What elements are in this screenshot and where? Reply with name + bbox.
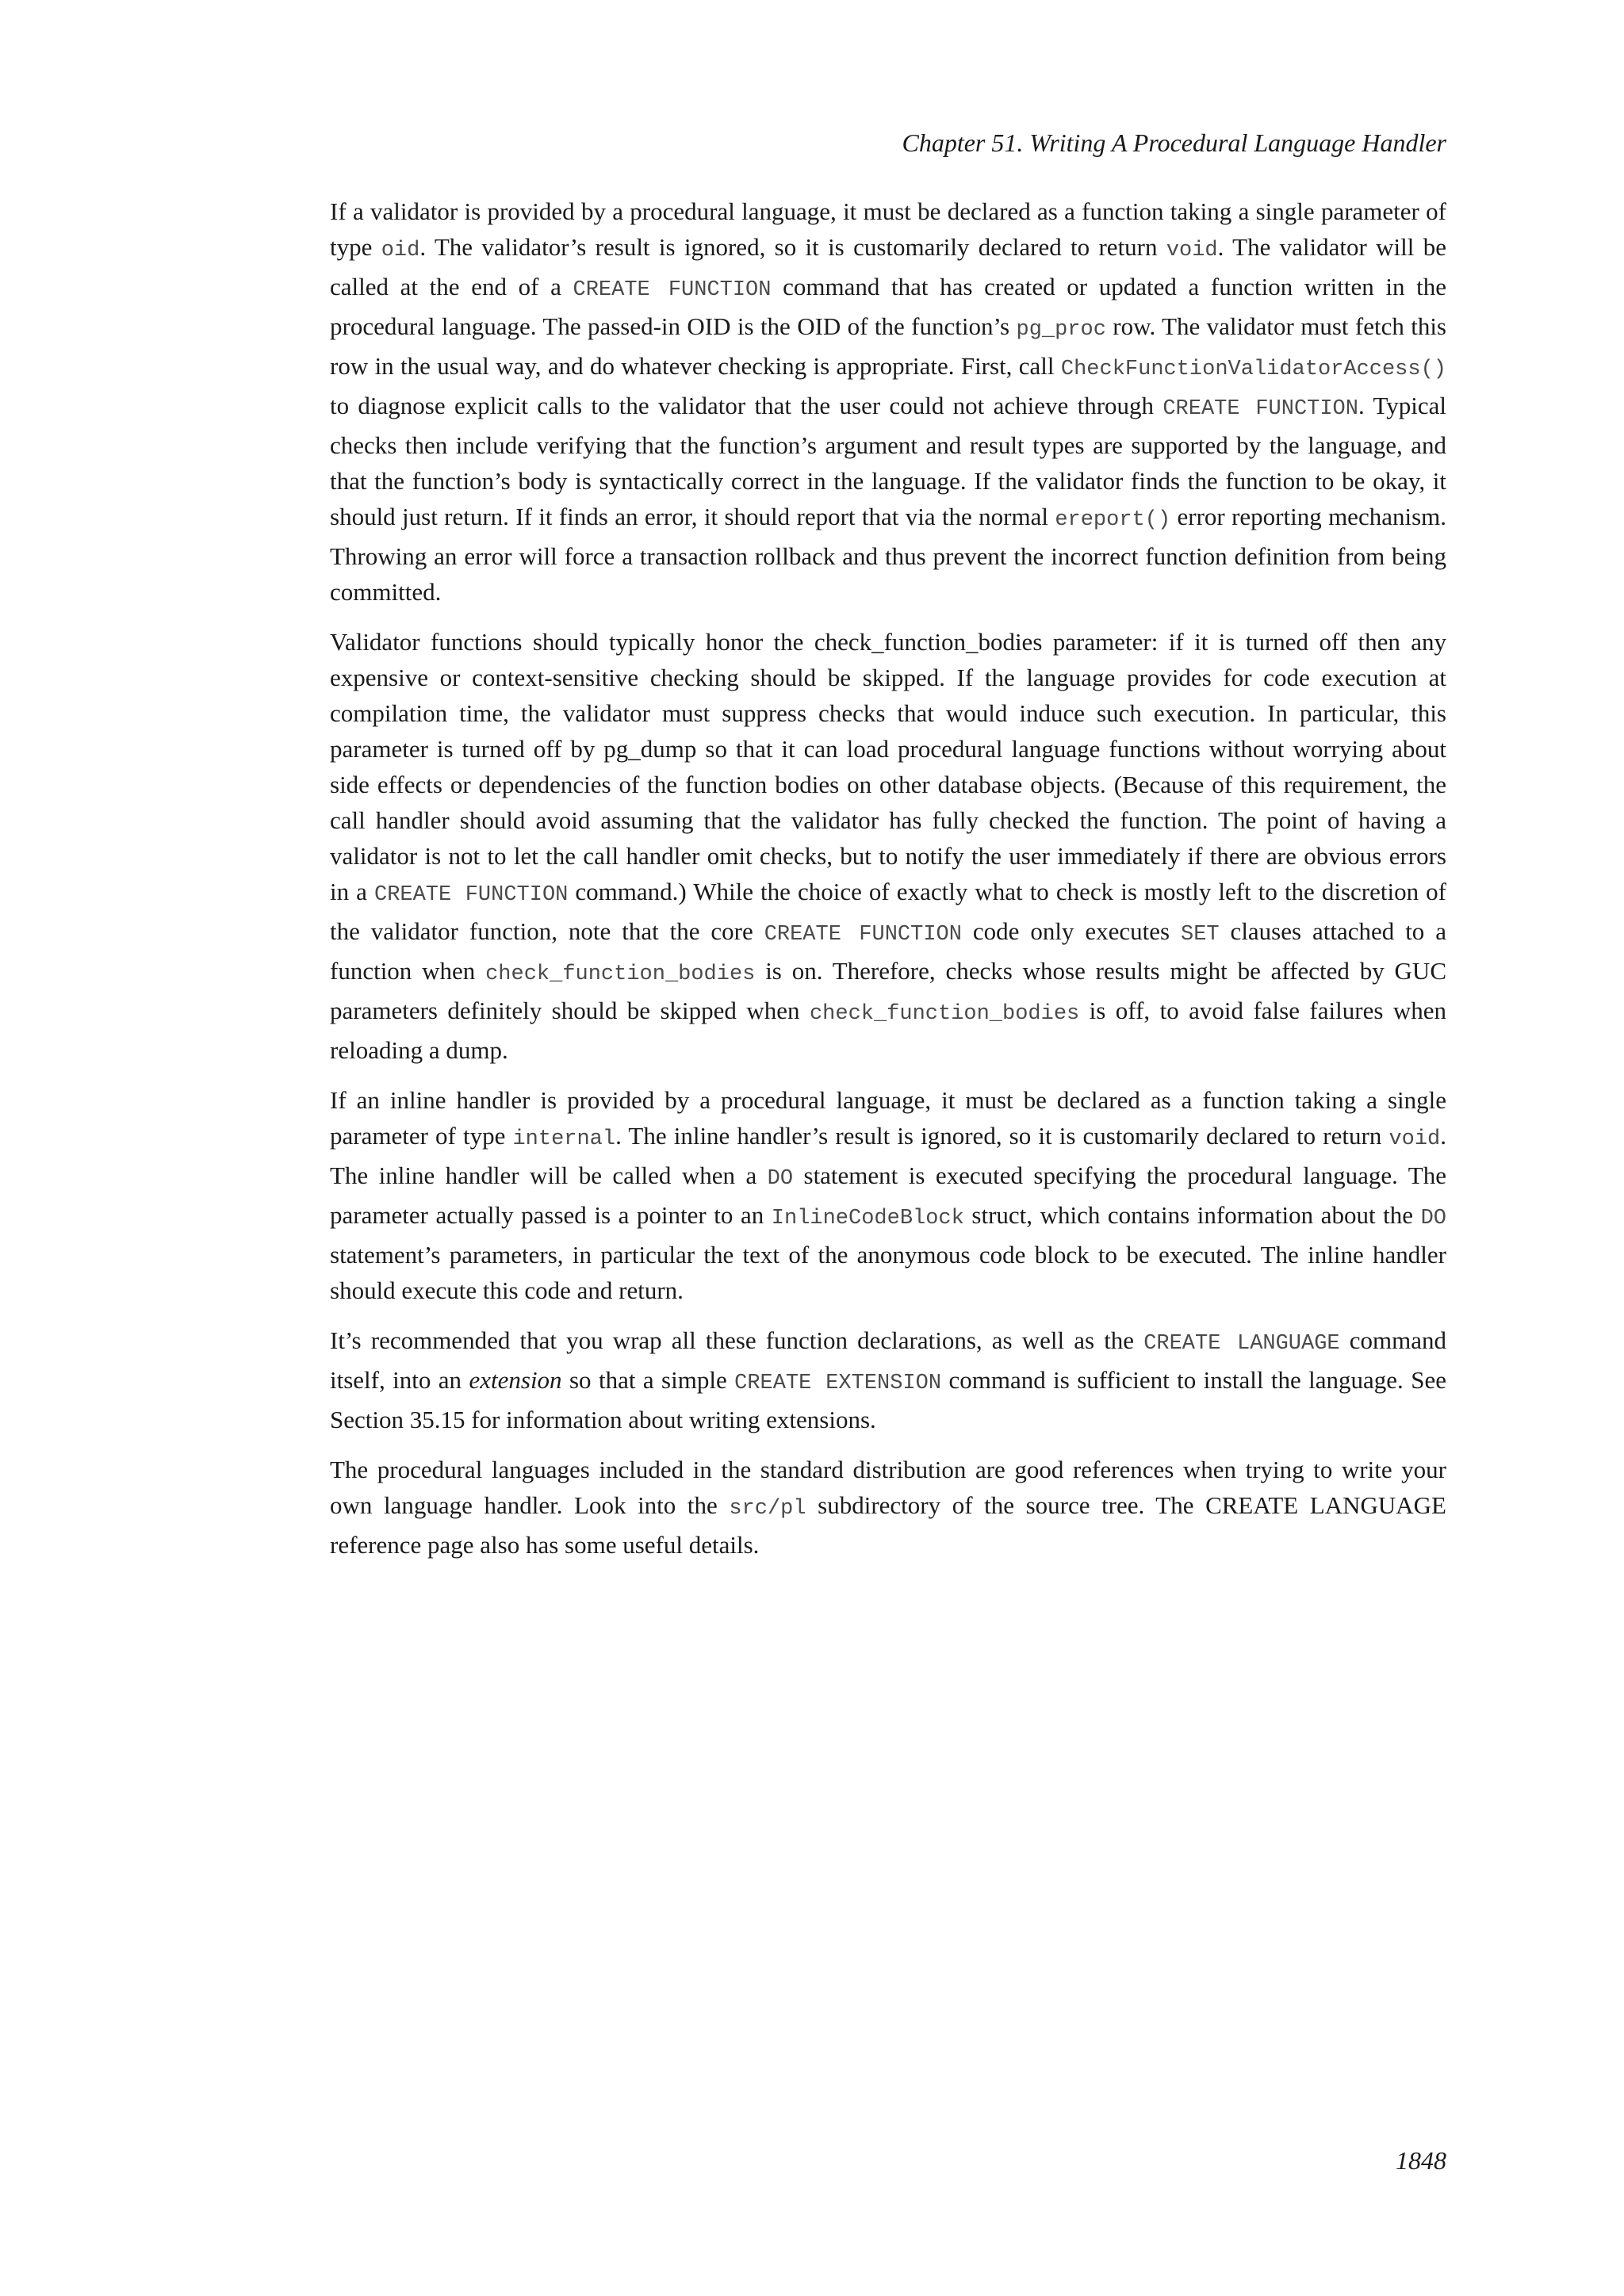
code-create-language: CREATE LANGUAGE bbox=[1143, 1332, 1340, 1356]
code-create-extension: CREATE EXTENSION bbox=[734, 1372, 942, 1395]
code-pg-proc: pg_proc bbox=[1016, 318, 1106, 342]
text-run: The procedural languages included in the standard distribution are good references when trying to write your own language handler. Look into the bbox=[330, 1456, 1446, 1519]
code-create-function: CREATE FUNCTION bbox=[573, 278, 772, 302]
text-run: . The validator will be called at the end of a bbox=[330, 233, 1446, 300]
text-run: . The inline handler will be called when a bbox=[330, 1122, 1447, 1189]
text-run: If a validator is provided by a procedural language, it must be declared as a function taking a single parameter of type bbox=[330, 197, 1446, 261]
emphasis-extension: extension bbox=[469, 1366, 562, 1394]
text-run: row. The validator must fetch this row in the usual way, and do whatever checking is appropriate. First, call bbox=[330, 312, 1446, 380]
text-run: struct, which contains information about the bbox=[963, 1201, 1421, 1229]
text-run: error reporting mechanism. Throwing an error will force a transaction rollback and thus prevent the incorrect function definition from being committed. bbox=[330, 503, 1446, 606]
text-run: command.) While the choice of exactly what to check is mostly left to the discretion of the validator function, note that the core bbox=[330, 878, 1447, 945]
code-check-function-bodies: check_function_bodies bbox=[809, 1002, 1080, 1026]
code-check-function-validator-access: CheckFunctionValidatorAccess() bbox=[1060, 358, 1446, 381]
code-src-pl: src/pl bbox=[729, 1497, 806, 1521]
text-run: command that has created or updated a function written in the procedural language. The passed-in OID is the OID of the function’s bbox=[330, 273, 1446, 340]
code-void: void bbox=[1388, 1127, 1441, 1151]
code-oid: oid bbox=[381, 239, 420, 262]
text-run: is off, to avoid false failures when reloading a dump. bbox=[330, 997, 1446, 1064]
code-create-function: CREATE FUNCTION bbox=[374, 883, 569, 907]
paragraph-validator bbox=[330, 193, 1446, 610]
code-void: void bbox=[1166, 239, 1218, 262]
paragraph-references bbox=[330, 1452, 1446, 1563]
code-inline-code-block: InlineCodeBlock bbox=[771, 1207, 964, 1230]
code-set: SET bbox=[1181, 923, 1220, 947]
code-do: DO bbox=[767, 1167, 794, 1191]
text-run: clauses attached to a function when bbox=[330, 917, 1447, 985]
code-create-function: CREATE FUNCTION bbox=[764, 923, 962, 947]
text-run: command is sufficient to install the language. See Section 35.15 for information about writing extensions. bbox=[330, 1366, 1446, 1433]
page-number: 1848 bbox=[1396, 2146, 1446, 2175]
code-internal: internal bbox=[512, 1127, 616, 1151]
text-run: If an inline handler is provided by a procedural language, it must be declared as a function taking a single parameter of type bbox=[330, 1086, 1446, 1150]
paragraph-check-function-bodies bbox=[330, 624, 1446, 1068]
paragraph-inline-handler bbox=[330, 1082, 1446, 1308]
text-run: . The validator’s result is ignored, so it is customarily declared to return bbox=[419, 233, 1166, 261]
text-run: is on. Therefore, checks whose results might be affected by GUC parameters definitely should be skipped when bbox=[330, 957, 1446, 1024]
text-run: command itself, into an bbox=[330, 1326, 1446, 1394]
text-run: statement is executed specifying the procedural language. The parameter actually passed is a pointer to an bbox=[330, 1161, 1446, 1229]
code-check-function-bodies: check_function_bodies bbox=[485, 962, 756, 986]
paragraph-extension bbox=[330, 1322, 1446, 1437]
text-run: to diagnose explicit calls to the validator that the user could not achieve through bbox=[330, 392, 1163, 419]
body-text bbox=[330, 193, 1446, 1577]
text-run: subdirectory of the source tree. The CREATE LANGUAGE reference page also has some useful details. bbox=[330, 1491, 1446, 1559]
code-create-function: CREATE FUNCTION bbox=[1162, 397, 1358, 421]
text-run: . The inline handler’s result is ignored, so it is customarily declared to return bbox=[615, 1122, 1389, 1150]
code-do: DO bbox=[1420, 1207, 1446, 1230]
text-run: so that a simple bbox=[561, 1366, 735, 1394]
text-run: statement’s parameters, in particular the text of the anonymous code block to be executed. The inline handler should execute this code and return. bbox=[330, 1241, 1446, 1304]
text-run: It’s recommended that you wrap all these function declarations, as well as the bbox=[330, 1326, 1144, 1354]
code-ereport: ereport() bbox=[1055, 508, 1171, 532]
running-header: Chapter 51. Writing A Procedural Language Handler bbox=[902, 128, 1446, 157]
text-run: . Typical checks then include verifying that the function’s argument and result types are supported by the language, and that the function’s body is syntactically correct in the language. If the validator finds the function to be okay, it should just return. If it finds an error, it should report that via the normal bbox=[330, 392, 1446, 530]
text-run: code only executes bbox=[961, 917, 1182, 945]
text-run: Validator functions should typically honor the check_function_bodies parameter: if it is turned off then any expensive or context-sensitive checking should be skipped. If the language provides for code execution at compilation time, the validator must suppress checks that would induce such execution. In particular, this parameter is turned off by pg_dump so that it can load procedural language functions without worrying about side effects or dependencies of the function bodies on other database objects. (Because of this requirement, the call handler should avoid assuming that the validator has fully checked the function. The point of having a validator is not to let the call handler omit checks, but to notify the user immediately if there are obvious errors in a bbox=[330, 628, 1446, 905]
